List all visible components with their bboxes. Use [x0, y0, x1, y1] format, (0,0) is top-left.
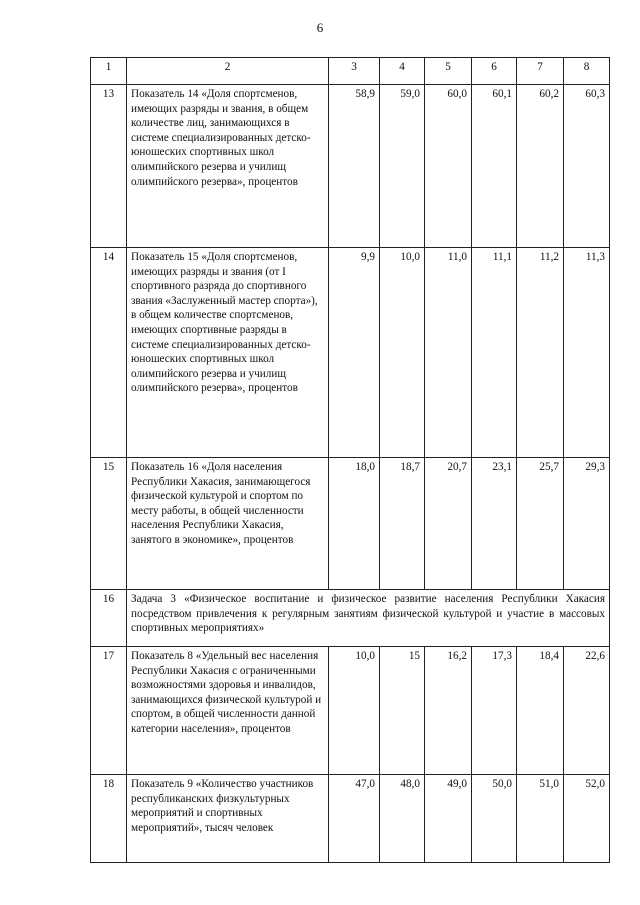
task-description: Задача 3 «Физическое воспитание и физическое развитие населения Республики Хакасия посредством привлечения к регулярным занятиям физической культурой и участие в массовых спортивных мероприятиях»	[127, 590, 610, 647]
value-cell: 25,7	[517, 458, 564, 590]
value-cell: 58,9	[329, 85, 380, 248]
value-cell: 59,0	[380, 85, 425, 248]
table-row	[91, 248, 610, 458]
header-cell: 1	[91, 58, 127, 85]
value-cell: 16,2	[425, 647, 472, 775]
table-row	[91, 647, 610, 775]
page-number: 6	[316, 20, 324, 35]
table-row	[91, 85, 610, 248]
value-cell: 15	[380, 647, 425, 775]
indicator-description: Показатель 15 «Доля спортсменов, имеющих разряды и звания (от I спортивного разряда до спортивного звания «Заслуженный мастер спорта»), в общем количестве спортсменов, имеющих спортивные разряды в системе специализированных детско-юношеских спортивных школ олимпийского резерва и училищ олимпийского резерва», процентов	[127, 248, 329, 458]
indicator-description: Показатель 16 «Доля населения Республики Хакасия, занимающегося физической культурой и спортом по месту работы, в общей численности населения Республики Хакасия, занятого в экономике», процентов	[127, 458, 329, 590]
header-cell: 6	[472, 58, 517, 85]
value-cell: 10,0	[380, 248, 425, 458]
indicator-description: Показатель 8 «Удельный вес населения Республики Хакасия с ограниченными возможностями здоровья и инвалидов, занимающихся физической культурой и спортом, в общей численности данной категории населения», процентов	[127, 647, 329, 775]
value-cell: 11,2	[517, 248, 564, 458]
value-cell: 60,2	[517, 85, 564, 248]
value-cell: 11,1	[472, 248, 517, 458]
header-row	[91, 58, 610, 85]
value-cell: 52,0	[564, 775, 610, 863]
value-cell: 10,0	[329, 647, 380, 775]
header-cell: 7	[517, 58, 564, 85]
value-cell: 18,4	[517, 647, 564, 775]
value-cell: 60,0	[425, 85, 472, 248]
row-number: 17	[91, 647, 127, 775]
value-cell: 17,3	[472, 647, 517, 775]
header-cell: 5	[425, 58, 472, 85]
value-cell: 49,0	[425, 775, 472, 863]
value-cell: 50,0	[472, 775, 517, 863]
value-cell: 29,3	[564, 458, 610, 590]
value-cell: 9,9	[329, 248, 380, 458]
value-cell: 18,7	[380, 458, 425, 590]
row-number: 14	[91, 248, 127, 458]
indicator-description: Показатель 14 «Доля спортсменов, имеющих разряды и звания, в общем количестве лиц, занимающихся в системе специализированных детско-юношеских спортивных школ олимпийского резерва и училищ олимпийского резерва», процентов	[127, 85, 329, 248]
value-cell: 11,0	[425, 248, 472, 458]
value-cell: 51,0	[517, 775, 564, 863]
indicator-description: Показатель 9 «Количество участников республиканских физкультурных мероприятий и спортивных мероприятий», тысяч человек	[127, 775, 329, 863]
value-cell: 47,0	[329, 775, 380, 863]
value-cell: 60,3	[564, 85, 610, 248]
value-cell: 18,0	[329, 458, 380, 590]
value-cell: 23,1	[472, 458, 517, 590]
row-number: 16	[91, 590, 127, 647]
value-cell: 22,6	[564, 647, 610, 775]
indicators-table	[90, 57, 610, 863]
row-number: 15	[91, 458, 127, 590]
header-cell: 4	[380, 58, 425, 85]
value-cell: 20,7	[425, 458, 472, 590]
header-cell: 3	[329, 58, 380, 85]
row-number: 13	[91, 85, 127, 248]
header-cell: 8	[564, 58, 610, 85]
header-cell: 2	[127, 58, 329, 85]
value-cell: 48,0	[380, 775, 425, 863]
table-row	[91, 458, 610, 590]
row-number: 18	[91, 775, 127, 863]
task-row	[91, 590, 610, 647]
table-row	[91, 775, 610, 863]
value-cell: 11,3	[564, 248, 610, 458]
value-cell: 60,1	[472, 85, 517, 248]
